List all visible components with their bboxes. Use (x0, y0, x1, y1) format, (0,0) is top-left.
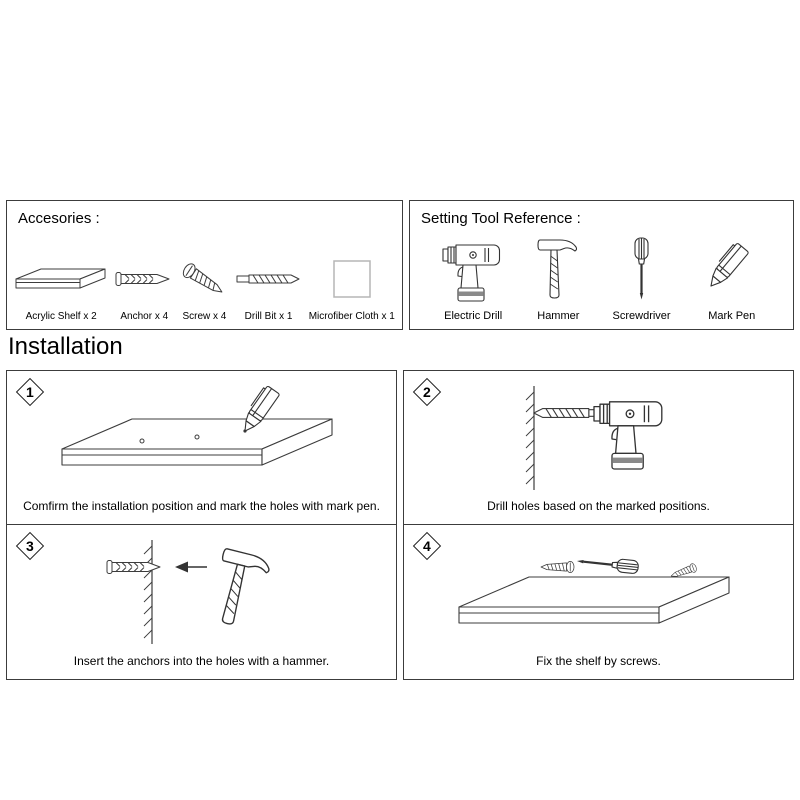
installation-steps (6, 370, 794, 680)
drill-bit-drawing (533, 409, 601, 418)
accessory-label: Screw x 4 (182, 311, 227, 322)
reference-panels (6, 200, 794, 330)
anchor-icon (115, 252, 173, 306)
accessory-item-drill-bit (236, 252, 302, 322)
step-4 (403, 525, 794, 680)
acrylic-shelf-icon (14, 252, 108, 306)
electric-drill-drawing (594, 402, 662, 469)
accessory-item-cloth (309, 252, 395, 322)
hammer-icon (536, 233, 580, 305)
accessory-label: Microfiber Cloth x 1 (308, 311, 395, 322)
step-3 (6, 525, 397, 680)
accessory-item-screw (180, 252, 228, 322)
tool-item-drill (442, 233, 504, 322)
accessory-item-anchor (115, 252, 173, 322)
screwdriver-icon (632, 233, 652, 305)
accessories-panel (6, 200, 403, 330)
tool-item-pen (703, 233, 761, 322)
hammer-drawing (207, 548, 271, 630)
step-number: 1 (26, 383, 34, 400)
wall-drawing (144, 540, 152, 644)
accessory-label: Acrylic Shelf x 2 (25, 311, 97, 322)
step-number: 4 (423, 537, 431, 554)
accessories-title: Accesories : (18, 210, 100, 227)
step-1-illustration (7, 383, 396, 493)
tools-title: Setting Tool Reference : (421, 210, 581, 227)
tool-label: Screwdriver (612, 310, 671, 322)
screwdriver-drawing (576, 555, 639, 574)
tools-panel (409, 200, 794, 330)
tool-label: Hammer (537, 310, 580, 322)
tool-label: Electric Drill (444, 310, 503, 322)
step-number: 3 (26, 537, 34, 554)
installation-title: Installation (8, 333, 123, 360)
accessory-label: Drill Bit x 1 (244, 311, 293, 322)
tool-label: Mark Pen (708, 310, 756, 322)
shelf-drawing (62, 419, 332, 465)
mark-pen-icon (703, 233, 761, 305)
step-number: 2 (423, 383, 431, 400)
step-3-illustration (7, 537, 396, 647)
screw-icon (180, 252, 228, 306)
tool-item-screwdriver (613, 233, 671, 322)
step-1-caption: Comfirm the installation position and mark the holes with mark pen. (23, 499, 380, 513)
step-2 (403, 370, 794, 525)
microfiber-cloth-icon (332, 252, 372, 306)
step-4-illustration (404, 537, 793, 647)
accessory-item-shelf (14, 252, 108, 322)
accessory-label: Anchor x 4 (120, 311, 169, 322)
shelf-drawing (459, 577, 729, 623)
tool-item-hammer (536, 233, 580, 322)
step-3-caption: Insert the anchors into the holes with a hammer. (73, 654, 330, 668)
accessories-items (7, 252, 402, 322)
wall-drawing (526, 386, 534, 490)
step-2-caption: Drill holes based on the marked positions. (487, 499, 710, 513)
direction-arrow (175, 562, 207, 573)
electric-drill-icon (442, 233, 504, 305)
step-2-illustration (404, 383, 793, 493)
step-4-caption: Fix the shelf by screws. (536, 654, 661, 668)
step-1 (6, 370, 397, 525)
drill-bit-icon (236, 252, 302, 306)
tools-items (410, 233, 793, 322)
screw-drawing (541, 561, 574, 572)
